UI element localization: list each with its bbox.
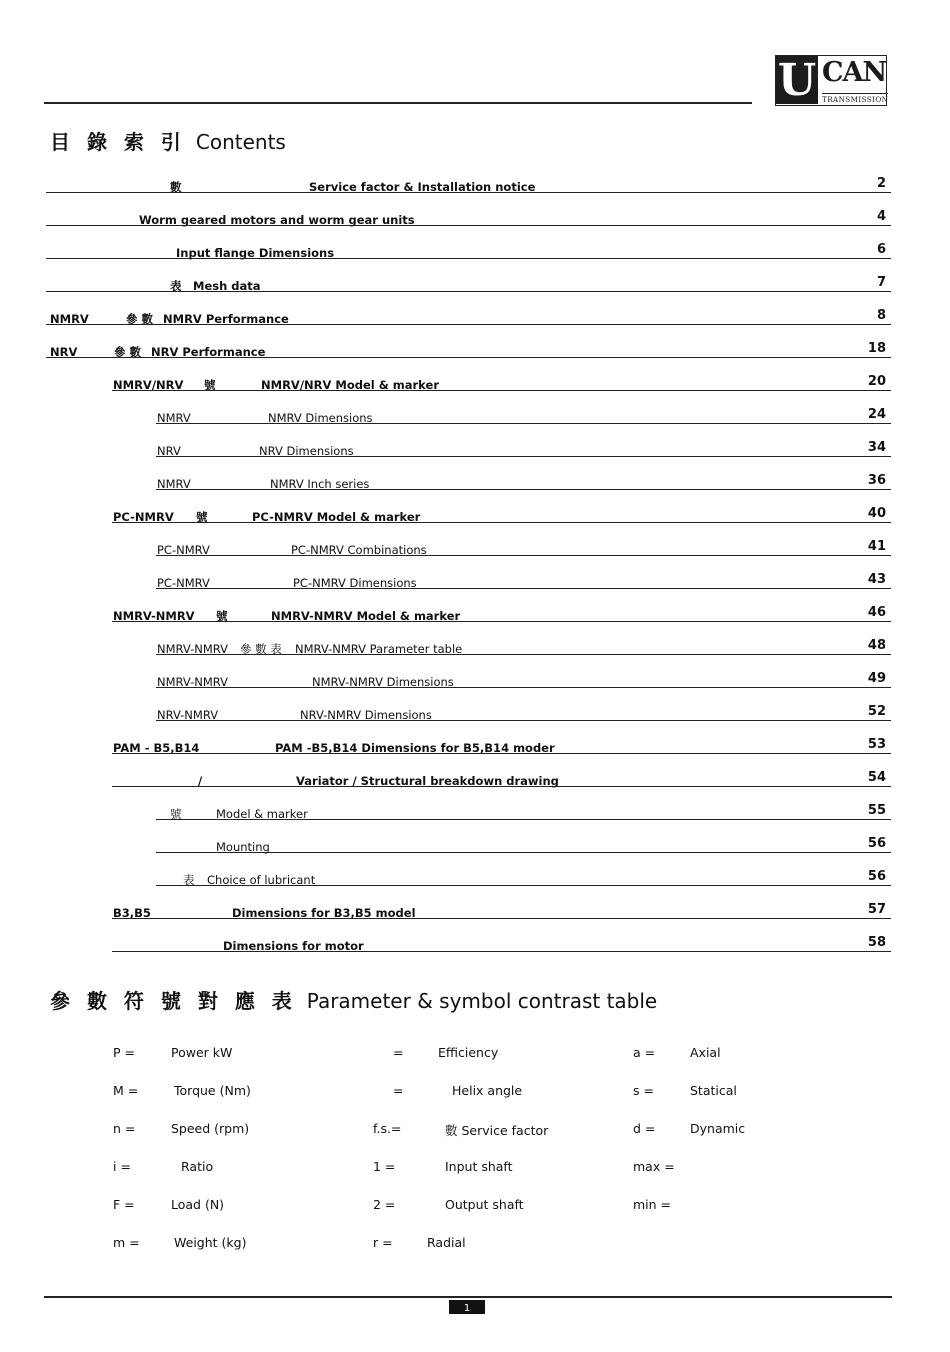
toc-model: NMRV-NMRV [113, 609, 195, 623]
toc-model: B3,B5 [113, 906, 151, 920]
toc-row[interactable] [156, 803, 891, 821]
logo-letter: U [777, 55, 817, 106]
toc-zh: 表 [170, 279, 182, 293]
toc-row[interactable] [112, 506, 891, 524]
toc-row[interactable] [46, 275, 891, 293]
toc-row[interactable] [156, 539, 891, 557]
symbol-desc: Torque (Nm) [174, 1083, 251, 1098]
toc-page: 2 [876, 176, 886, 191]
toc-model: PC-NMRV [113, 510, 174, 524]
symbol-desc: Power kW [171, 1045, 233, 1060]
toc-page: 54 [867, 770, 886, 785]
toc-page: 41 [867, 539, 886, 554]
symbol-desc: Dynamic [690, 1121, 746, 1136]
toc-model: NMRV-NMRV [157, 675, 228, 689]
toc-model: NMRV [157, 477, 191, 491]
toc-model: NMRV-NMRV [157, 642, 228, 656]
symbols-title-zh: 參 數 符 號 對 應 表 [50, 989, 297, 1013]
symbol-desc: 數 Service factor [445, 1123, 549, 1138]
header-rule [44, 102, 752, 104]
toc-page: 52 [867, 704, 886, 719]
symbol-desc: Helix angle [452, 1083, 523, 1098]
toc-row[interactable] [46, 242, 891, 260]
symbol-label: M = [113, 1083, 139, 1098]
symbol-label: s = [633, 1083, 654, 1098]
toc-page: 56 [867, 869, 886, 884]
toc-title: NRV-NMRV Dimensions [300, 708, 432, 722]
contents-title-en: Contents [195, 130, 286, 154]
toc-title: NMRV/NRV Model & marker [261, 378, 439, 392]
toc-row[interactable] [156, 407, 891, 425]
toc-page: 57 [867, 902, 886, 917]
toc-page: 55 [867, 803, 886, 818]
symbol-label: f.s.= [373, 1121, 402, 1136]
toc-page: 49 [867, 671, 886, 686]
toc-title: Variator / Structural breakdown drawing [296, 774, 559, 788]
symbols-title-en: Parameter & symbol contrast table [306, 989, 658, 1013]
symbol-desc: Weight (kg) [174, 1235, 247, 1250]
toc-page: 46 [867, 605, 886, 620]
toc-zh: 號 [170, 807, 182, 821]
symbol-label: 2 = [373, 1197, 396, 1212]
toc-title: PC-NMRV Combinations [291, 543, 427, 557]
toc-page: 7 [876, 275, 886, 290]
toc-title: NMRV-NMRV Model & marker [271, 609, 461, 623]
toc-page: 36 [867, 473, 886, 488]
toc-title: Service factor & Installation notice [309, 180, 536, 194]
toc-zh: 號 [204, 378, 216, 392]
toc-row[interactable] [156, 638, 891, 656]
toc-title: Mesh data [193, 279, 261, 293]
toc-row[interactable] [46, 308, 891, 326]
footer-rule [44, 1296, 892, 1298]
symbol-desc: Axial [690, 1045, 721, 1060]
symbol-desc: Output shaft [445, 1197, 524, 1212]
toc-title: NMRV-NMRV Dimensions [312, 675, 454, 689]
toc-row[interactable] [156, 704, 891, 722]
toc-model: NRV-NMRV [157, 708, 219, 722]
toc-row[interactable] [156, 836, 891, 854]
symbol-desc: Efficiency [438, 1045, 499, 1060]
page-number: 1 [449, 1300, 485, 1314]
toc-row[interactable] [46, 209, 891, 227]
toc-row[interactable] [156, 572, 891, 590]
toc-page: 40 [867, 506, 886, 521]
toc-row[interactable] [112, 605, 891, 623]
toc-page: 43 [867, 572, 886, 587]
toc-title: PAM -B5,B14 Dimensions for B5,B14 moder [275, 741, 555, 755]
symbol-label: n = [113, 1121, 136, 1136]
toc-title: PC-NMRV Model & marker [252, 510, 421, 524]
symbol-label: 1 = [373, 1159, 396, 1174]
toc-row[interactable] [156, 869, 891, 887]
toc-page: 6 [876, 242, 886, 257]
symbol-desc: Speed (rpm) [171, 1121, 250, 1136]
toc-zh: / [198, 774, 203, 788]
toc-page: 4 [876, 209, 886, 224]
logo-subtitle: TRANSMISSION [822, 95, 889, 104]
toc-model: NMRV [157, 411, 191, 425]
symbol-label: m = [113, 1235, 140, 1250]
toc-row[interactable] [156, 473, 891, 491]
toc-page: 58 [867, 935, 886, 950]
symbol-label: d = [633, 1121, 656, 1136]
symbol-label: max = [633, 1159, 675, 1174]
toc-title: Dimensions for motor [223, 939, 364, 953]
toc-title: Worm geared motors and worm gear units [139, 213, 415, 227]
toc-model: NMRV/NRV [113, 378, 184, 392]
toc-model: PAM - B5,B14 [113, 741, 200, 755]
toc-title: NMRV-NMRV Parameter table [295, 642, 463, 656]
toc-row[interactable] [46, 176, 891, 194]
symbol-desc: Load (N) [171, 1197, 225, 1212]
symbol-desc: Ratio [181, 1159, 214, 1174]
toc-page: 20 [867, 374, 886, 389]
toc-title: Input flange Dimensions [176, 246, 335, 260]
toc-row[interactable] [112, 902, 891, 920]
symbol-label: i = [113, 1159, 131, 1174]
toc-page: 24 [867, 407, 886, 422]
toc-title: NRV Dimensions [259, 444, 354, 458]
symbol-label: = [393, 1083, 404, 1098]
toc-title: NMRV Performance [163, 312, 289, 326]
toc-page: 34 [867, 440, 886, 455]
toc-page: 56 [867, 836, 886, 851]
toc-zh: 號 [216, 609, 228, 623]
toc-page: 53 [867, 737, 886, 752]
symbol-label: r = [373, 1235, 393, 1250]
contents-title [50, 126, 286, 155]
toc-page: 18 [867, 341, 886, 356]
toc-row[interactable] [156, 671, 891, 689]
symbol-label: P = [113, 1045, 135, 1060]
toc-title: NMRV Inch series [270, 477, 370, 491]
toc-row[interactable] [112, 374, 891, 392]
toc-title: NMRV Dimensions [268, 411, 373, 425]
symbol-desc: Statical [690, 1083, 737, 1098]
contents-title-zh: 目 錄 索 引 [50, 130, 186, 154]
toc-zh: 表 [183, 873, 195, 887]
toc-model: NRV [157, 444, 181, 458]
toc-title: Model & marker [216, 807, 308, 821]
toc-model: PC-NMRV [157, 576, 210, 590]
toc-title: NRV Performance [151, 345, 266, 359]
symbol-label: min = [633, 1197, 672, 1212]
ucan-logo [775, 55, 887, 106]
toc-model: NRV [50, 345, 78, 359]
symbol-desc: Input shaft [445, 1159, 513, 1174]
symbol-label: a = [633, 1045, 656, 1060]
toc-page: 48 [867, 638, 886, 653]
toc-row[interactable] [112, 935, 891, 953]
symbol-label: F = [113, 1197, 135, 1212]
toc-zh: 數 [170, 180, 182, 194]
symbol-label: = [393, 1045, 404, 1060]
toc-row[interactable] [156, 440, 891, 458]
toc-model: PC-NMRV [157, 543, 210, 557]
toc-title: Choice of lubricant [207, 873, 316, 887]
toc-row[interactable] [112, 770, 891, 788]
symbol-desc: Radial [427, 1235, 466, 1250]
toc-zh: 參 數 表 [240, 642, 282, 656]
toc-row[interactable] [112, 737, 891, 755]
toc-title: Dimensions for B3,B5 model [232, 906, 416, 920]
symbols-title [50, 985, 657, 1014]
toc-page: 8 [876, 308, 886, 323]
toc-title: Mounting [216, 840, 270, 854]
toc-row[interactable] [46, 341, 891, 359]
toc-title: PC-NMRV Dimensions [293, 576, 417, 590]
toc-zh: 號 [196, 510, 208, 524]
logo-word: CAN [822, 57, 887, 88]
toc-zh: 參 數 [126, 312, 154, 326]
toc-model: NMRV [50, 312, 89, 326]
toc-zh: 參 數 [114, 345, 142, 359]
